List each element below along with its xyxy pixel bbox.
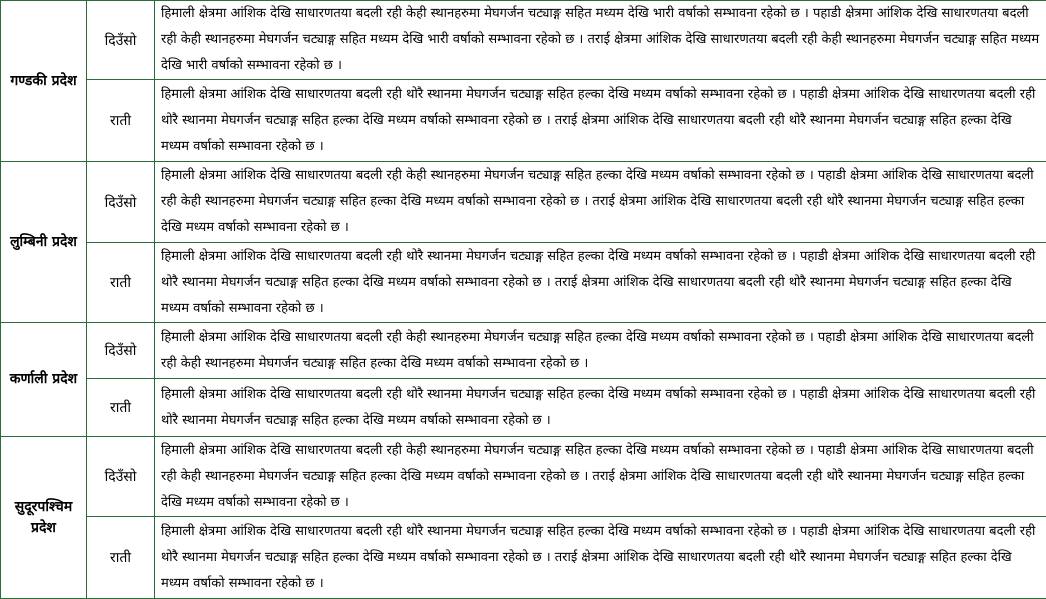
- period-night-cell: राती: [87, 517, 155, 599]
- province-cell: [1, 162, 87, 323]
- table-row: [1, 379, 1046, 437]
- period-day-cell: दिउँसो: [87, 1, 155, 80]
- province-name: कर्णाली प्रदेश: [1, 369, 86, 390]
- forecast-text-day: हिमाली क्षेत्रमा आंशिक देखि साधारणतया बदली रही केही स्थानहरुमा मेघगर्जन चट्याङ्ग सहित मध्यम देखि भारी वर्षाको सम्भावना रहेको छ । पहाडी क्षेत्रमा आंशिक देखि साधारणतया बदली रही केही स्थानहरुमा मेघगर्जन चट्याङ्ग सहित मध्यम देखि भारी वर्षाको सम्भावना रहेको छ । तराई क्षेत्रमा आंशिक देखि साधारणतया बदली रही केही स्थानहरुमा मेघगर्जन चट्याङ्ग सहित मध्यम देखि भारी वर्षाको सम्भावना रहेको छ ।: [155, 1, 1046, 80]
- period-night-cell: राती: [87, 243, 155, 323]
- table-row: [1, 80, 1046, 162]
- period-day-cell: दिउँसो: [87, 323, 155, 379]
- forecast-text-night: हिमाली क्षेत्रमा आंशिक देखि साधारणतया बदली रही थोरै स्थानमा मेघगर्जन चट्याङ्ग सहित हल्का देखि मध्यम वर्षाको सम्भावना रहेको छ । पहाडी क्षेत्रमा आंशिक देखि साधारणतया बदली रही थोरै स्थानमा मेघगर्जन चट्याङ्ग सहित हल्का देखि मध्यम वर्षाको सम्भावना रहेको छ । तराई क्षेत्रमा आंशिक देखि साधारणतया बदली रही थोरै स्थानमा मेघगर्जन चट्याङ्ग सहित हल्का देखि मध्यम वर्षाको सम्भावना रहेको छ ।: [155, 243, 1046, 323]
- forecast-text-day: हिमाली क्षेत्रमा आंशिक देखि साधारणतया बदली रही केही स्थानहरुमा मेघगर्जन चट्याङ्ग सहित हल्का देखि मध्यम वर्षाको सम्भावना रहेको छ । पहाडी क्षेत्रमा आंशिक देखि साधारणतया बदली रही केही स्थानहरुमा मेघगर्जन चट्याङ्ग सहित हल्का देखि मध्यम वर्षाको सम्भावना रहेको छ । तराई क्षेत्रमा आंशिक देखि साधारणतया बदली रही थोरै स्थानमा मेघगर्जन चट्याङ्ग सहित हल्का देखि मध्यम वर्षाको सम्भावना रहेको छ ।: [155, 437, 1046, 517]
- forecast-text-day: हिमाली क्षेत्रमा आंशिक देखि साधारणतया बदली रही केही स्थानहरुमा मेघगर्जन चट्याङ्ग सहित हल्का देखि मध्यम वर्षाको सम्भावना रहेको छ । पहाडी क्षेत्रमा आंशिक देखि साधारणतया बदली रही केही स्थानहरुमा मेघगर्जन चट्याङ्ग सहित हल्का देखि मध्यम वर्षाको सम्भावना रहेको छ । तराई क्षेत्रमा आंशिक देखि साधारणतया बदली रही थोरै स्थानमा मेघगर्जन चट्याङ्ग सहित हल्का देखि मध्यम वर्षाको सम्भावना रहेको छ ।: [155, 162, 1046, 243]
- table-row: [1, 1, 1046, 80]
- forecast-text-night: हिमाली क्षेत्रमा आंशिक देखि साधारणतया बदली रही थोरै स्थानमा मेघगर्जन चट्याङ्ग सहित हल्का देखि मध्यम वर्षाको सम्भावना रहेको छ । पहाडी क्षेत्रमा आंशिक देखि साधारणतया बदली रही थोरै स्थानमा मेघगर्जन चट्याङ्ग सहित हल्का देखि मध्यम वर्षाको सम्भावना रहेको छ । तराई क्षेत्रमा आंशिक देखि साधारणतया बदली रही थोरै स्थानमा मेघगर्जन चट्याङ्ग सहित हल्का देखि मध्यम वर्षाको सम्भावना रहेको छ ।: [155, 80, 1046, 162]
- province-name: लुम्बिनी प्रदेश: [1, 232, 86, 253]
- table-row: [1, 323, 1046, 379]
- table-row: [1, 162, 1046, 243]
- period-day-cell: दिउँसो: [87, 162, 155, 243]
- province-cell: [1, 1, 87, 162]
- period-day-cell: दिउँसो: [87, 437, 155, 517]
- forecast-text-night: हिमाली क्षेत्रमा आंशिक देखि साधारणतया बदली रही थोरै स्थानमा मेघगर्जन चट्याङ्ग सहित हल्का देखि मध्यम वर्षाको सम्भावना रहेको छ । पहाडी क्षेत्रमा आंशिक देखि साधारणतया बदली रही थोरै स्थानमा मेघगर्जन चट्याङ्ग सहित हल्का देखि मध्यम वर्षाको सम्भावना रहेको छ । तराई क्षेत्रमा आंशिक देखि साधारणतया बदली रही थोरै स्थानमा मेघगर्जन चट्याङ्ग सहित हल्का देखि मध्यम वर्षाको सम्भावना रहेको छ ।: [155, 517, 1046, 599]
- province-name: गण्डकी प्रदेश: [1, 71, 86, 92]
- period-night-cell: राती: [87, 80, 155, 162]
- forecast-text-night: हिमाली क्षेत्रमा आंशिक देखि साधारणतया बदली रही थोरै स्थानमा मेघगर्जन चट्याङ्ग सहित हल्का देखि मध्यम वर्षाको सम्भावना रहेको छ । पहाडी क्षेत्रमा आंशिक देखि साधारणतया बदली रही थोरै स्थानमा मेघगर्जन चट्याङ्ग सहित हल्का देखि मध्यम वर्षाको सम्भावना रहेको छ ।: [155, 379, 1046, 437]
- table-row: [1, 517, 1046, 599]
- province-name: सुदूरपश्चिम प्रदेश: [1, 497, 86, 539]
- forecast-text-day: हिमाली क्षेत्रमा आंशिक देखि साधारणतया बदली रही केही स्थानहरुमा मेघगर्जन चट्याङ्ग सहित हल्का देखि मध्यम वर्षाको सम्भावना रहेको छ । पहाडी क्षेत्रमा आंशिक देखि साधारणतया बदली रही केही स्थानहरुमा मेघगर्जन चट्याङ्ग सहित हल्का देखि मध्यम वर्षाको सम्भावना रहेको छ ।: [155, 323, 1046, 379]
- province-cell: [1, 437, 87, 599]
- table-row: [1, 437, 1046, 517]
- province-cell: [1, 323, 87, 437]
- period-night-cell: राती: [87, 379, 155, 437]
- table-row: [1, 243, 1046, 323]
